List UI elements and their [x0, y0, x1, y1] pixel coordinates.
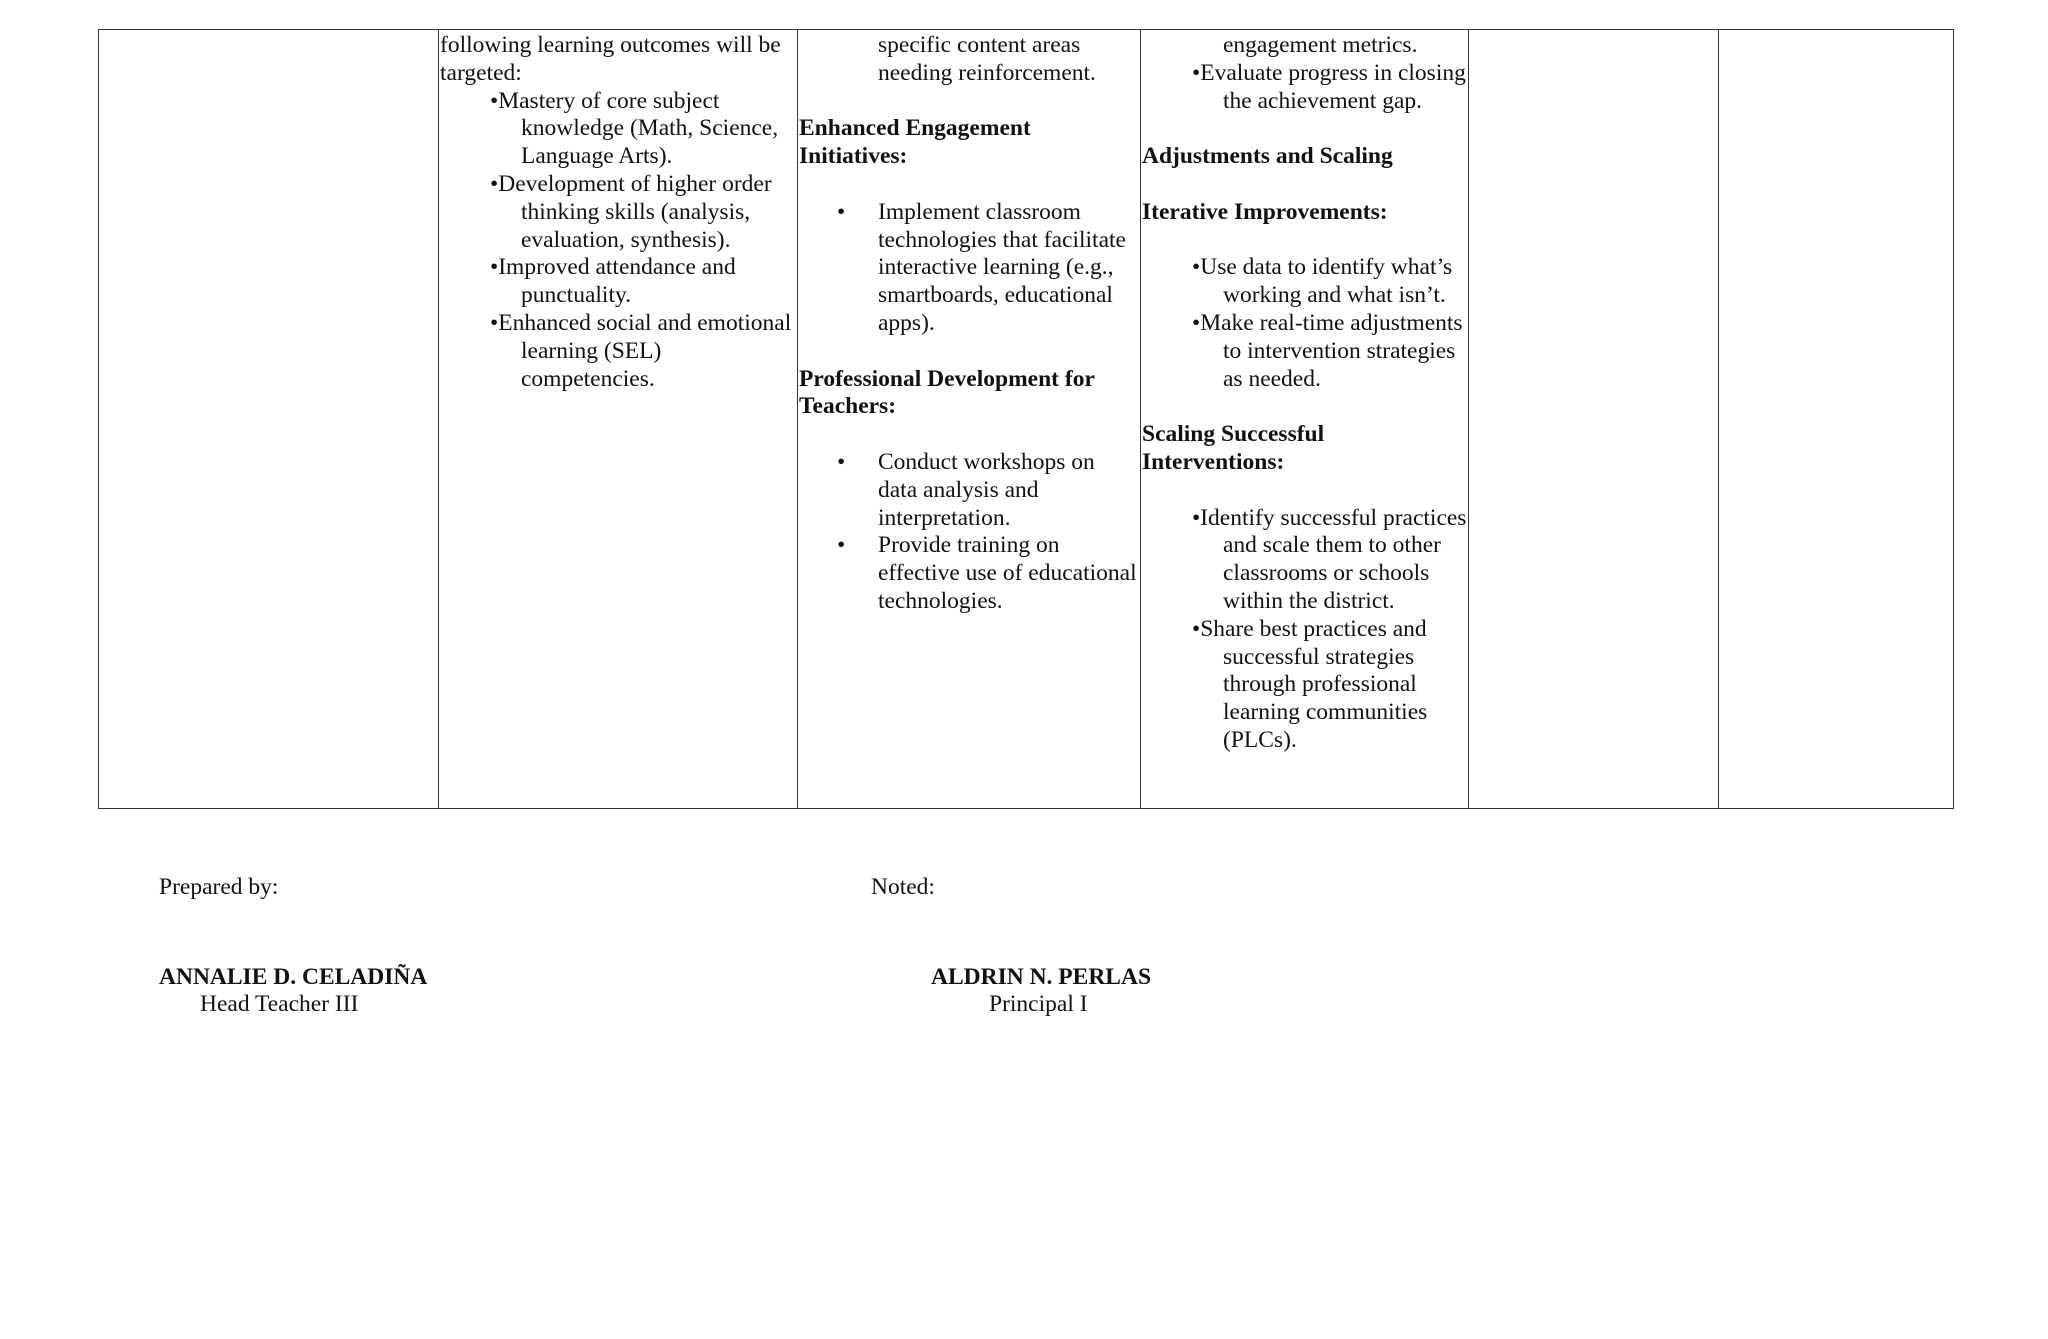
table-cell-empty [99, 30, 439, 809]
continued-text: engagement metrics. [1223, 32, 1418, 58]
professional-development-heading: Professional Development for Teachers: [799, 365, 1095, 420]
list-item: •Evaluate progress in closing the achievement gap. [1192, 59, 1466, 114]
prepared-by-label: Prepared by: [159, 874, 279, 900]
scaling-list [1142, 505, 1467, 755]
plan-table [98, 29, 1954, 809]
learning-outcomes-intro: following learning outcomes will be targeted: [440, 32, 781, 86]
bullet: • [1192, 309, 1201, 336]
list-item: •Make real-time adjustments to intervention strategies as needed. [1192, 309, 1463, 392]
scaling-heading: Scaling Successful Interventions: [1142, 421, 1325, 475]
list-item: •Enhanced social and emotional learning (SEL) competencies. [490, 309, 792, 392]
bullet: • [490, 170, 499, 197]
learning-outcomes-list [440, 88, 796, 394]
list-item: •Use data to identify what’s working and what isn’t. [1192, 254, 1453, 309]
table-cell-learning-outcomes [439, 30, 798, 809]
list-item: •Mastery of core subject knowledge (Math, Science, Language Arts). [490, 87, 779, 170]
bullet: • [490, 87, 499, 114]
noter-name: ALDRIN N. PERLAS [931, 964, 1152, 990]
preparer-name: ANNALIE D. CELADIÑA [159, 964, 428, 990]
table-row [99, 30, 1954, 809]
table-cell-empty [1469, 30, 1719, 809]
iterative-heading: Iterative Improvements: [1142, 198, 1388, 225]
list-item: •Improved attendance and punctuality. [490, 254, 736, 309]
bullet: • [490, 254, 499, 281]
engagement-heading: Enhanced Engagement Initiatives: [799, 115, 1031, 170]
professional-development-list [799, 449, 1139, 616]
bullet: • [490, 309, 499, 336]
list-item: • Provide training on effective use of educational technologies. [837, 532, 1137, 614]
engagement-list [799, 199, 1139, 338]
noter-title: Principal I [989, 991, 1088, 1017]
bullet: • [837, 448, 846, 475]
bullet: • [1192, 615, 1201, 642]
list-item: • Implement classroom technologies that facilitate interactive learning (e.g., smartboards, educational apps). [837, 198, 1126, 336]
bullet: • [1192, 59, 1201, 86]
list-item: •Share best practices and successful strategies through professional learning communities (PLCs). [1192, 615, 1428, 753]
table-cell-initiatives [798, 30, 1141, 809]
adjustments-heading: Adjustments and Scaling [1142, 143, 1393, 170]
bullet: • [1192, 504, 1201, 531]
bullet: • [837, 198, 846, 225]
noted-label: Noted: [871, 874, 935, 900]
evaluation-list [1142, 60, 1467, 116]
list-item: •Identify successful practices and scale them to other classrooms or schools within the district. [1192, 504, 1467, 614]
table-cell-empty [1719, 30, 1954, 809]
bullet: • [1192, 254, 1201, 281]
bullet: • [837, 532, 846, 559]
list-item: • Conduct workshops on data analysis and interpretation. [837, 448, 1095, 531]
continued-text: specific content areas needing reinforcement. [878, 32, 1096, 86]
list-item: •Development of higher order thinking skills (analysis, evaluation, synthesis). [490, 170, 772, 253]
preparer-title: Head Teacher III [200, 991, 359, 1017]
table-cell-monitoring [1141, 30, 1469, 809]
iterative-list [1142, 254, 1467, 393]
